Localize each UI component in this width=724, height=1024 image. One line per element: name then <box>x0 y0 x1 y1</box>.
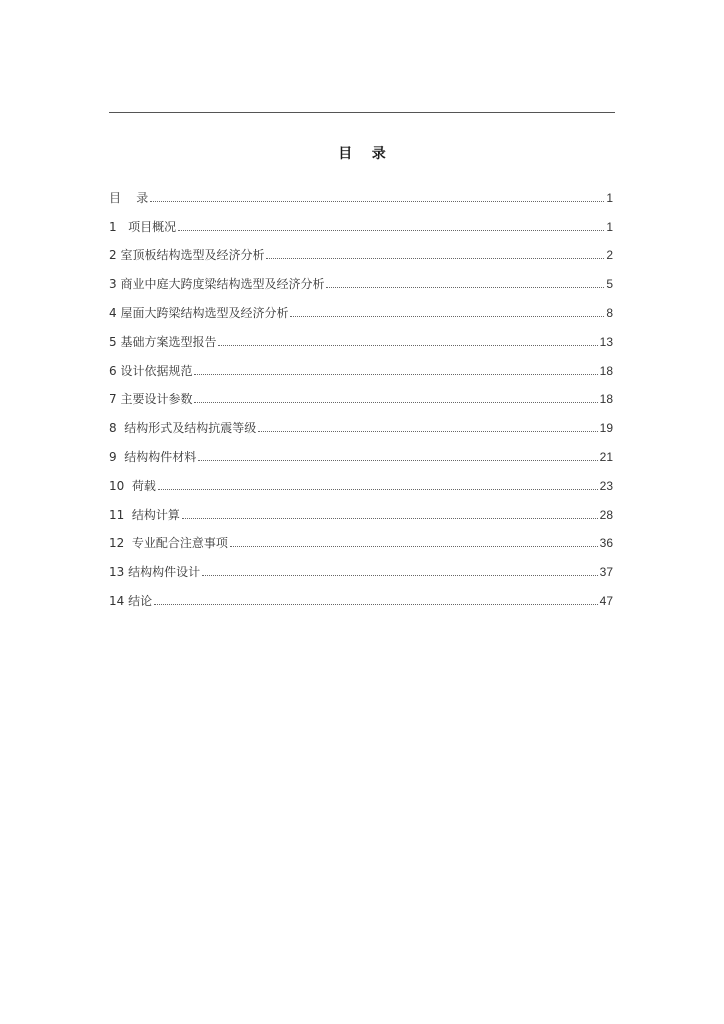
toc-entry[interactable] <box>109 436 613 465</box>
toc-dot-leader <box>258 431 597 432</box>
toc-entry-label: 14 结论 <box>109 593 153 608</box>
toc-entry-label: 10 荷载 <box>109 478 156 493</box>
toc-entry-label: 9 结构构件材料 <box>109 449 197 464</box>
toc-dot-leader <box>218 345 597 346</box>
toc-entry-page: 1 <box>606 219 613 234</box>
toc-entry[interactable] <box>109 235 613 264</box>
toc-entry-page: 47 <box>599 593 613 608</box>
toc-entry-label: 5 基础方案选型报告 <box>109 334 217 349</box>
toc-dot-leader <box>266 258 604 259</box>
toc-dot-leader <box>194 402 597 403</box>
toc-entry[interactable] <box>109 292 613 321</box>
header-rule <box>109 112 615 113</box>
toc-entry-page: 23 <box>599 478 613 493</box>
table-of-contents <box>109 177 613 609</box>
toc-entry[interactable] <box>109 321 613 350</box>
toc-entry-page: 13 <box>599 334 613 349</box>
toc-entry-page: 5 <box>606 277 613 292</box>
toc-entry[interactable] <box>109 177 613 206</box>
toc-entry-label: 12 专业配合注意事项 <box>109 536 228 551</box>
toc-entry-page: 1 <box>606 190 613 205</box>
toc-entry-page: 21 <box>599 449 613 464</box>
toc-dot-leader <box>194 374 597 375</box>
toc-entry-label: 6 设计依据规范 <box>109 363 193 378</box>
toc-entry-page: 37 <box>599 565 613 580</box>
toc-entry-page: 28 <box>599 507 613 522</box>
toc-entry[interactable] <box>109 494 613 523</box>
toc-entry[interactable] <box>109 465 613 494</box>
toc-entry-label: 4 屋面大跨梁结构选型及经济分析 <box>109 305 289 320</box>
toc-dot-leader <box>198 460 597 461</box>
toc-entry-label: 3 商业中庭大跨度梁结构选型及经济分析 <box>109 277 325 292</box>
toc-dot-leader <box>182 518 598 519</box>
toc-entry[interactable] <box>109 263 613 292</box>
toc-dot-leader <box>202 575 598 576</box>
toc-entry-page: 36 <box>599 536 613 551</box>
toc-entry[interactable] <box>109 580 613 609</box>
toc-entry-label: 2 室顶板结构选型及经济分析 <box>109 248 265 263</box>
toc-dot-leader <box>290 316 604 317</box>
toc-entry-label: 11 结构计算 <box>109 507 180 522</box>
toc-entry-page: 18 <box>599 392 613 407</box>
toc-entry[interactable] <box>109 523 613 552</box>
toc-entry-page: 18 <box>599 363 613 378</box>
toc-entry[interactable] <box>109 407 613 436</box>
toc-title: 目 录 <box>338 146 386 162</box>
toc-dot-leader <box>158 489 598 490</box>
toc-dot-leader <box>154 604 598 605</box>
toc-entry-label: 8 结构形式及结构抗震等级 <box>109 421 257 436</box>
toc-entry-label: 7 主要设计参数 <box>109 392 193 407</box>
toc-entry-label: 13 结构构件设计 <box>109 565 201 580</box>
toc-entry[interactable] <box>109 350 613 379</box>
toc-entry[interactable] <box>109 206 613 235</box>
toc-entry-page: 19 <box>599 421 613 436</box>
toc-entry-label: 目 录 <box>109 190 149 205</box>
toc-entry[interactable] <box>109 379 613 408</box>
toc-dot-leader <box>178 230 604 231</box>
toc-entry-page: 8 <box>606 305 613 320</box>
toc-entry-page: 2 <box>606 248 613 263</box>
toc-entry-label: 1 项目概况 <box>109 219 177 234</box>
toc-dot-leader <box>150 201 604 202</box>
toc-dot-leader <box>230 546 598 547</box>
toc-dot-leader <box>326 287 604 288</box>
toc-entry[interactable] <box>109 551 613 580</box>
